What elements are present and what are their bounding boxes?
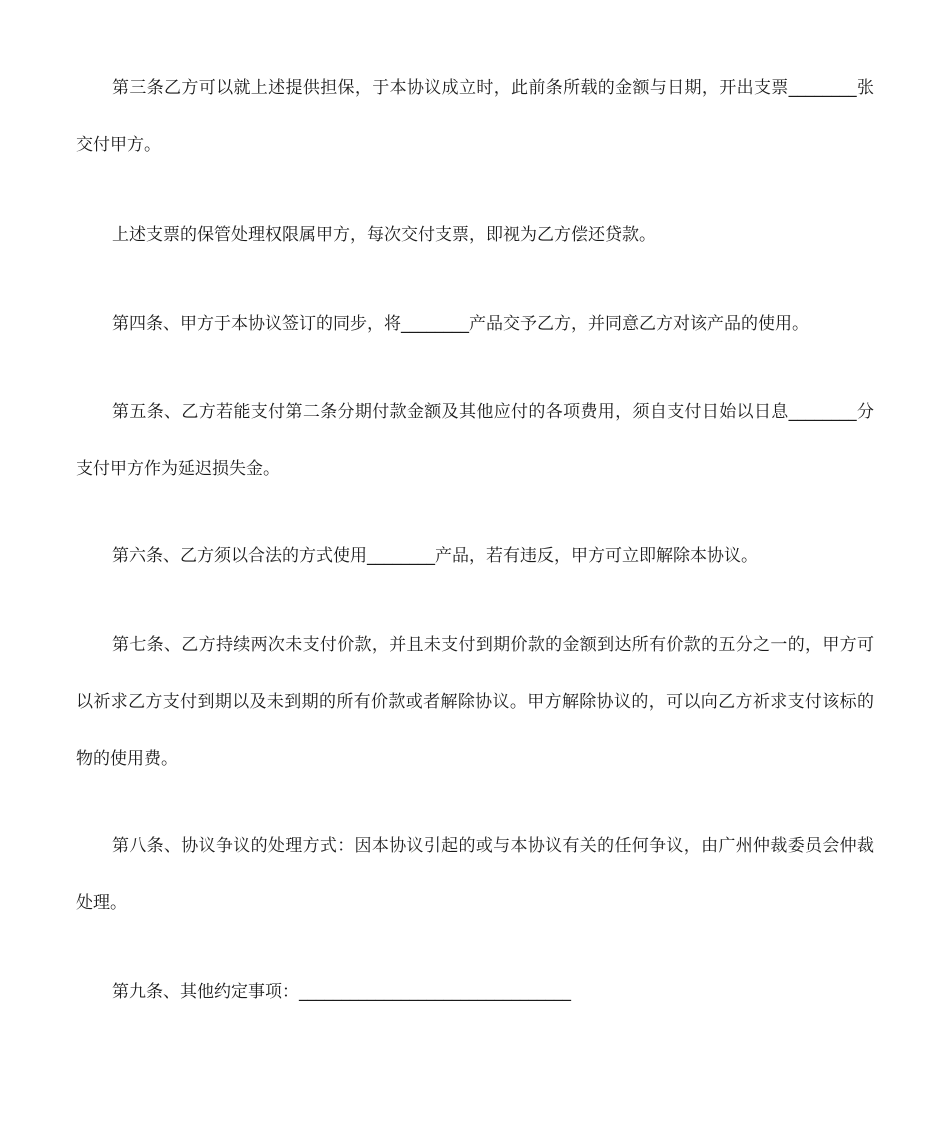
article-6-paragraph: 第六条、乙方须以合法的方式使用________产品，若有违反，甲方可立即解除本协议。: [112, 546, 758, 566]
article-3-paragraph: 第三条乙方可以就上述提供担保，于本协议成立时，此前条所载的金额与日期，开出支票________张交付甲方。: [76, 78, 874, 155]
article-4-paragraph: 第四条、甲方于本协议签订的同步，将________产品交予乙方，并同意乙方对该产品的使用。: [112, 314, 809, 334]
article-9-paragraph: 第九条、其他约定事项：________________________________: [112, 982, 571, 1002]
article-7-paragraph: 第七条、乙方持续两次未支付价款，并且未支付到期价款的金额到达所有价款的五分之一的，甲方可以祈求乙方支付到期以及未到期的所有价款或者解除协议。甲方解除协议的，可以向乙方祈求支付该标的物的使用费。: [76, 635, 874, 769]
article-8-paragraph: 第八条、协议争议的处理方式：因本协议引起的或与本协议有关的任何争议，由广州仲裁委员会仲裁处理。: [76, 836, 874, 913]
article-3-continuation-paragraph: 上述支票的保管处理权限属甲方，每次交付支票，即视为乙方偿还贷款。: [112, 225, 656, 245]
article-5-paragraph: 第五条、乙方若能支付第二条分期付款金额及其他应付的各项费用，须自支付日始以日息________分支付甲方作为延迟损失金。: [76, 402, 874, 479]
